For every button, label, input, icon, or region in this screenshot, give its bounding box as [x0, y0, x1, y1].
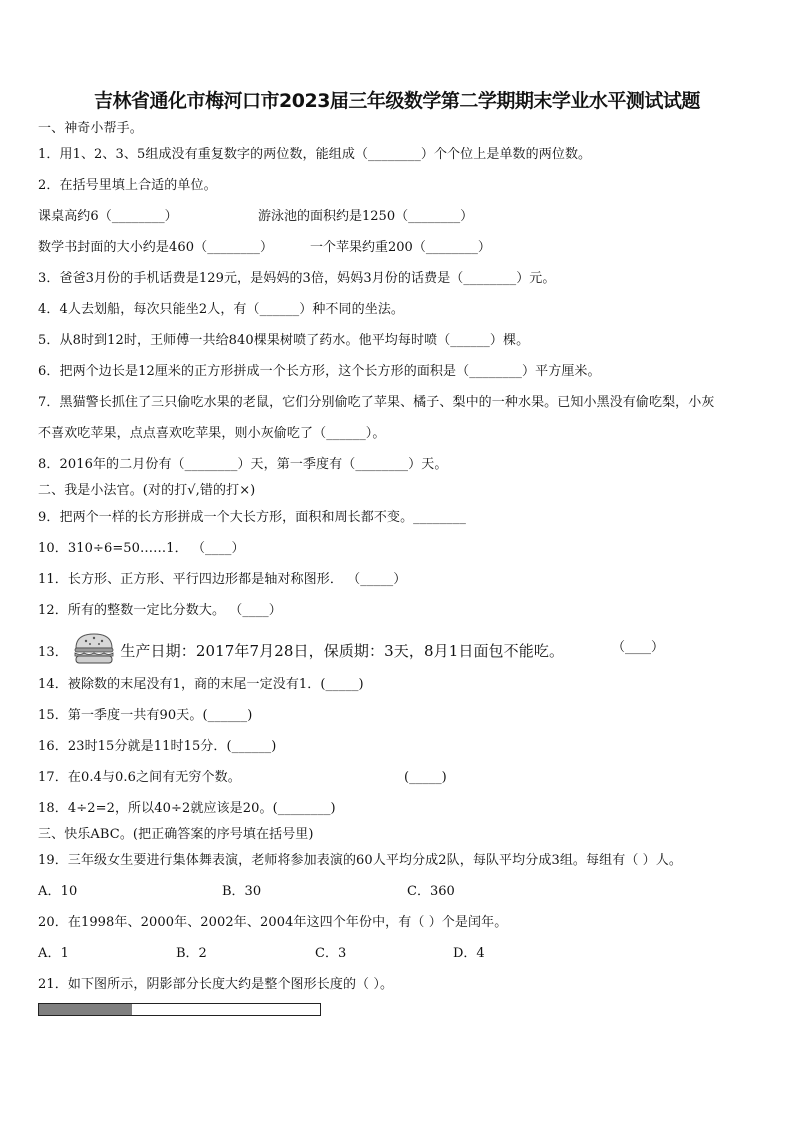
- question-21: 21．如下图所示，阴影部分长度大约是整个图形长度的（ ）。: [38, 977, 394, 992]
- question-6: 6．把两个边长是12厘米的正方形拼成一个长方形，这个长方形的面积是（________）平方厘米。: [38, 364, 601, 379]
- question-3: 3．爸爸3月份的手机话费是129元，是妈妈的3倍，妈妈3月份的话费是（________）元。: [38, 271, 556, 286]
- question-11: 11．长方形、正方形、平行四边形都是轴对称图形． （_____）: [38, 572, 407, 587]
- bread-icon: [72, 632, 116, 671]
- question-9: 9．把两个一样的长方形拼成一个大长方形，面积和周长都不变。________: [38, 510, 466, 525]
- question-4: 4．4人去划船，每次只能坐2人，有（______）种不同的坐法。: [38, 302, 405, 317]
- page-title: 吉林省通化市梅河口市2023届三年级数学第二学期期末学业水平测试试题: [94, 90, 700, 112]
- question-14: 14．被除数的末尾没有1，商的末尾一定没有1．(_____): [38, 677, 364, 692]
- question-15: 15．第一季度一共有90天。(______): [38, 708, 253, 723]
- question-18: 18．4÷2=2，所以40÷2就应该是20。(________): [38, 801, 336, 816]
- question-2b: 游泳池的面积约是1250（________）: [258, 209, 474, 224]
- question-20-option-b: B．2: [176, 946, 207, 961]
- question-2a: 课桌高约6（________）: [38, 209, 178, 224]
- question-2c: 数学书封面的大小约是460（________）: [38, 240, 274, 255]
- section-2-heading: 二、我是小法官。(对的打√,错的打×): [38, 483, 256, 498]
- question-2d: 一个苹果约重200（________）: [310, 240, 491, 255]
- question-17-blank: (_____): [404, 770, 447, 785]
- question-12: 12．所有的整数一定比分数大。 （____）: [38, 603, 282, 618]
- question-7-line-1: 7．黑猫警长抓住了三只偷吃水果的老鼠，它们分别偷吃了苹果、橘子、梨中的一种水果。已知小黑没有偷吃梨，小灰: [38, 395, 715, 410]
- question-13-number: 13．: [38, 645, 68, 660]
- shaded-portion: [39, 1004, 132, 1015]
- question-17: 17．在0.4与0.6之间有无穷个数。: [38, 770, 241, 785]
- question-13-blank: （____）: [612, 640, 665, 655]
- question-20-option-a: A．1: [38, 946, 69, 961]
- question-1: 1．用1、2、3、5组成没有重复数字的两位数，能组成（________）个个位上是单数的两位数。: [38, 147, 592, 162]
- question-5: 5．从8时到12时，王师傅一共给840棵果树喷了药水。他平均每时喷（______）棵。: [38, 333, 530, 348]
- question-19-option-a: A．10: [38, 884, 78, 899]
- question-19: 19．三年级女生要进行集体舞表演，老师将参加表演的60人平均分成2队，每队平均分成3组。每组有（ ）人。: [38, 853, 682, 868]
- question-19-option-c: C．360: [407, 884, 455, 899]
- question-20-option-d: D．4: [453, 946, 485, 961]
- question-10: 10．310÷6=50……1． （____）: [38, 541, 245, 556]
- question-19-option-b: B．30: [222, 884, 262, 899]
- question-8: 8．2016年的二月份有（________）天，第一季度有（________）天。: [38, 457, 448, 472]
- question-13: [38, 640, 564, 665]
- question-20: 20．在1998年、2000年、2002年、2004年这四个年份中，有（ ）个是闰年。: [38, 915, 508, 930]
- length-bar-figure: [38, 1003, 321, 1016]
- question-16: 16．23时15分就是11时15分．(______): [38, 739, 277, 754]
- question-13-text: 生产日期：2017年7月28日，保质期：3天，8月1日面包不能吃。: [120, 642, 565, 660]
- question-7-line-2: 不喜欢吃苹果，点点喜欢吃苹果，则小灰偷吃了（______）。: [38, 426, 386, 441]
- question-20-option-c: C．3: [315, 946, 347, 961]
- section-1-heading: 一、神奇小帮手。: [38, 121, 143, 136]
- question-2: 2．在括号里填上合适的单位。: [38, 178, 217, 193]
- section-3-heading: 三、快乐ABC。(把正确答案的序号填在括号里): [38, 827, 314, 842]
